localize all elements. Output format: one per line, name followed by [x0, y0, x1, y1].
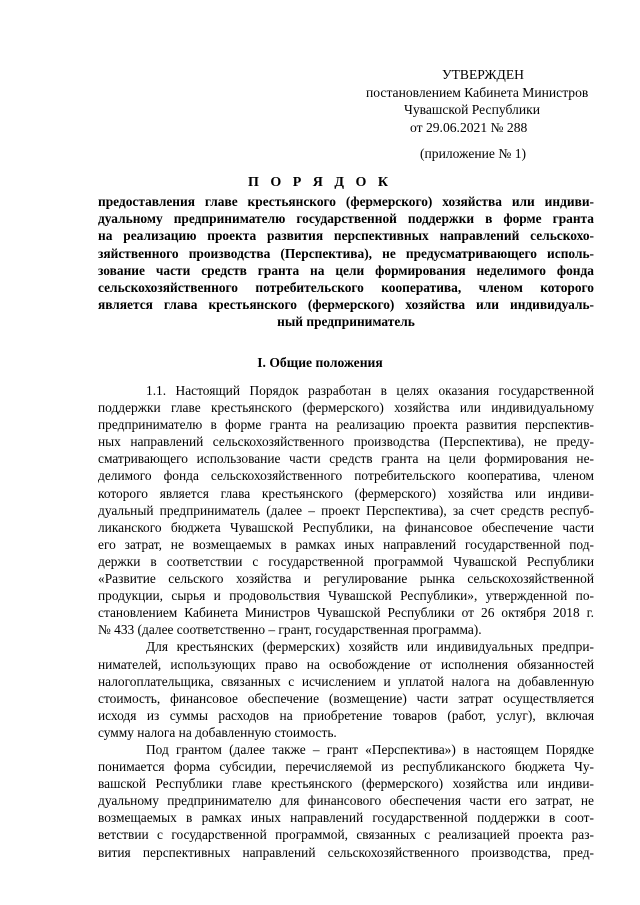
- subtitle-line: на реализацию проекта развития перспективных направлений сельскохо-: [98, 228, 594, 244]
- approval-republic: Чувашской Республики: [404, 102, 540, 117]
- approval-issuer: постановлением Кабинета Министров: [366, 84, 589, 100]
- document-title: П О Р Я Д О К: [247, 175, 393, 190]
- body-line: ликанского бюджета Чувашской Республики, на финансовое обеспечение части: [98, 519, 594, 535]
- section-heading: I. Общие положения: [257, 355, 383, 370]
- body-line: сматривающего использование части средств гранта на цели формирования не-: [98, 451, 594, 467]
- body-line: дуальный предприниматель (далее – проект Перспектива), за счет средств респуб-: [98, 502, 594, 518]
- subtitle-line: зование части средств гранта на цели формирования неделимого фонда: [98, 262, 594, 278]
- subtitle-line: является глава крестьянского (фермерского) хозяйства или индивидуаль-: [98, 297, 594, 313]
- body-line: становлением Кабинета Министров Чувашской Республики от 26 октября 2018 г.: [98, 605, 594, 621]
- body-line: «Развитие сельского хозяйства и регулирование рынка сельскохозяйственной: [98, 571, 594, 587]
- appendix-note: (приложение № 1): [420, 146, 527, 161]
- body-line: держки в соответствии с государственной программой Чувашской Республики: [98, 553, 594, 569]
- body-line: Для крестьянских (фермерских) хозяйств или индивидуальных предпри-: [146, 639, 594, 655]
- body-line: налогоплательщика, связанных с исчислением и уплатой налога на добавленную: [98, 673, 594, 689]
- approval-stamp: [360, 66, 610, 136]
- body-line: предпринимателю в форме гранта на реализацию проекта развития перспектив-: [98, 417, 594, 433]
- body-line: 1.1. Настоящий Порядок разработан в целях оказания государственной: [146, 383, 594, 398]
- subtitle-line: сельскохозяйственного потребительского кооператива, членом которого: [98, 280, 594, 296]
- body-line: вития перспективных направлений сельскохозяйственного производства, пред-: [98, 844, 594, 860]
- body-line: возмещаемых в рамках иных направлений государственной поддержки в соот-: [98, 810, 594, 826]
- body-line: вашской Республики главе крестьянского (фермерского) хозяйства или индиви-: [98, 776, 594, 792]
- body-line: продукции, сырья и продовольствия Чувашской Республики», утвержденной по-: [98, 588, 594, 604]
- body-line: стоимость, финансовое обеспечение (возмещение) части затрат осуществляется: [98, 690, 594, 706]
- body-line: Под грантом (далее также – грант «Перспектива») в настоящем Порядке: [146, 741, 594, 757]
- approval-title: УТВЕРЖДЕН: [442, 67, 524, 82]
- body-line: понимается форма субсидии, перечисляемой из республиканского бюджета Чу-: [98, 759, 594, 775]
- subtitle-line: ный предприниматель: [277, 314, 415, 330]
- body-line: исходя из суммы расходов на приобретение товаров (работ, услуг), включая: [98, 707, 594, 723]
- document-subtitle: [98, 193, 594, 331]
- body-line: которого является глава крестьянского (фермерского) хозяйства или индиви-: [98, 485, 594, 501]
- body-line: сумму налога на добавленную стоимость.: [98, 724, 337, 740]
- subtitle-line: дуальному предпринимателю государственной поддержки в форме гранта: [98, 211, 594, 227]
- subtitle-line: зяйственного производства (Перспектива), не предусматривающего исполь-: [98, 245, 594, 261]
- body-line: ных направлений сельскохозяйственного производства (Перспектива), не преду-: [98, 434, 594, 450]
- approval-date-number: от 29.06.2021 № 288: [410, 119, 528, 135]
- body-text: [98, 382, 594, 861]
- body-line: № 433 (далее соответственно – грант, государственная программа).: [98, 622, 482, 638]
- body-line: ветствии с государственной программой, связанных с реализацией проекта раз-: [98, 827, 594, 843]
- body-line: поддержки главе крестьянского (фермерского) хозяйства или индивидуальному: [98, 400, 594, 416]
- body-line: делимого фонда сельскохозяйственного потребительского кооператива, членом: [98, 468, 594, 484]
- body-line: нимателей, использующих право на освобождение от исполнения обязанностей: [98, 656, 594, 672]
- subtitle-line: предоставления главе крестьянского (фермерского) хозяйства или индиви-: [98, 194, 594, 209]
- body-line: дуальному предпринимателю для финансового обеспечения части его затрат, не: [98, 793, 594, 809]
- body-line: его затрат, не возмещаемых в рамках иных направлений государственной под-: [98, 536, 594, 552]
